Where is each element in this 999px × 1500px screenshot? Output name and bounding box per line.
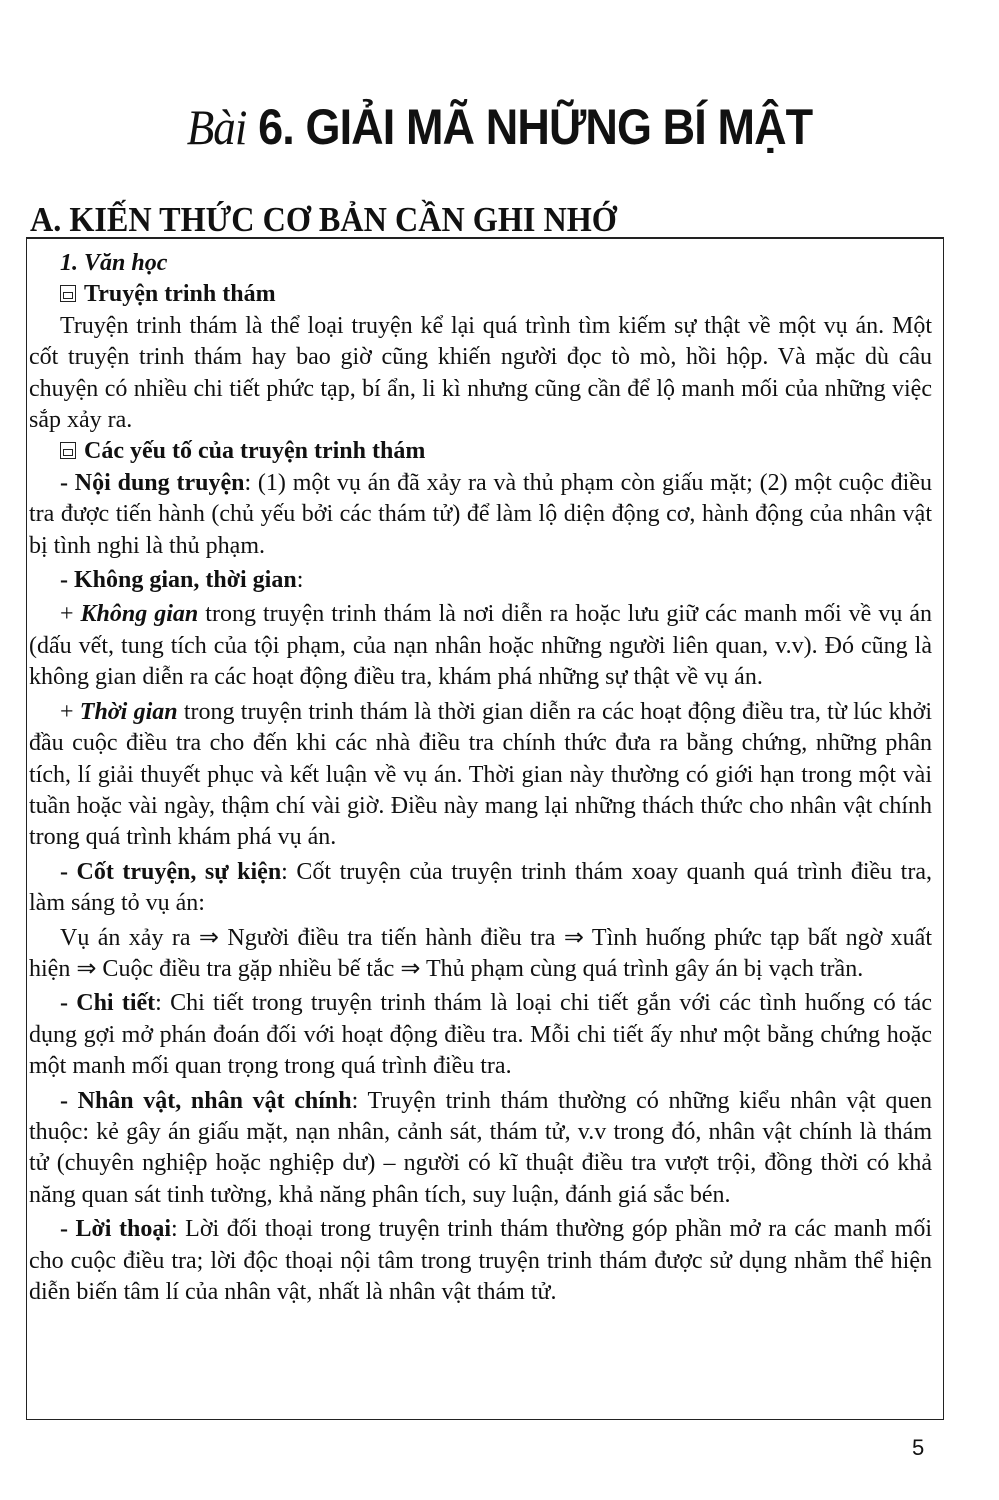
heading-truyen-trinh-tham bbox=[29, 279, 932, 310]
section-heading: A. KIẾN THỨC CƠ BẢN CẦN GHI NHỚ bbox=[30, 200, 617, 239]
paragraph-noi-dung bbox=[29, 468, 932, 562]
term: - Nhân vật, nhân vật chính bbox=[60, 1087, 352, 1114]
term: - Nội dung truyện bbox=[60, 469, 245, 496]
lesson-title bbox=[50, 98, 949, 156]
text: : Chi tiết trong truyện trinh thám là loại chi tiết gắn với các tình huống có tác dụng gợi mở phán đoán đối với hoạt động điều tra. Mỗi chi tiết ấy như một bằng chứng hoặc một manh mối quan trọng trong quá trình điều tra. bbox=[29, 990, 932, 1080]
term: - Cốt truyện, sự kiện bbox=[60, 858, 282, 885]
paragraph-khong-gian bbox=[29, 599, 932, 693]
term: - Không gian, thời gian bbox=[60, 567, 297, 594]
text: trong truyện trinh thám là nơi diễn ra hoặc lưu giữ các manh mối về vụ án (dấu vết, tung tích của tội phạm, của nạn nhân hoặc những người liên quan, v.v). Đó cũng là không gian diễn ra các hoạt động điều tra, khám phá những sự thật về vụ án. bbox=[29, 601, 932, 691]
bullet: + bbox=[60, 698, 80, 725]
lesson-prefix: Bài bbox=[186, 99, 247, 155]
paragraph-khong-gian-thoi-gian bbox=[29, 565, 932, 596]
text: : Cốt truyện của truyện trinh thám xoay quanh quá trình điều tra, làm sáng tỏ vụ án: bbox=[29, 858, 932, 917]
disk-icon bbox=[60, 442, 76, 459]
bullet: + bbox=[60, 601, 81, 628]
term: Thời gian bbox=[79, 698, 178, 725]
term: Không gian bbox=[80, 601, 199, 628]
heading-elements bbox=[29, 436, 932, 467]
paragraph-thoi-gian bbox=[29, 697, 932, 854]
text: : bbox=[296, 567, 304, 594]
subsection-heading: 1. Văn học bbox=[60, 250, 168, 276]
paragraph-cot-truyen bbox=[29, 857, 932, 920]
paragraph-nhan-vat bbox=[29, 1086, 932, 1212]
content bbox=[29, 248, 932, 1308]
text: : (1) một vụ án đã xảy ra và thủ phạm còn giấu mặt; (2) một cuộc điều tra được tiến hành (chủ yếu bởi các thám tử) để làm lộ diện động cơ, hành động của nhân vật bị tình nghi là thủ phạm. bbox=[29, 469, 932, 559]
page-number: 5 bbox=[912, 1435, 925, 1460]
term: - Lời thoại bbox=[60, 1216, 171, 1243]
lesson-title-text: 6. GIẢI MÃ NHỮNG BÍ MẬT bbox=[258, 99, 813, 155]
disk-icon bbox=[60, 285, 76, 302]
plot-flow: Vụ án xảy ra ⇒ Người điều tra tiến hành điều tra ⇒ Tình huống phức tạp bất ngờ xuất hiện ⇒ Cuộc điều tra gặp nhiều bế tắc ⇒ Thủ phạm cùng quá trình gây án bị vạch trần. bbox=[29, 924, 932, 982]
text: : Lời đối thoại trong truyện trinh thám thường góp phần mở ra các manh mối cho cuộc điều tra; lời độc thoại nội tâm trong truyện trinh thám được sử dụng nhằm thể hiện diễn biến tâm lí của nhân vật, nhất là nhân vật thám tử. bbox=[29, 1216, 932, 1305]
text: : Truyện trinh thám thường có những kiểu nhân vật quen thuộc: kẻ gây án giấu mặt, nạn nhân, cảnh sát, thám tử, v.v trong đó, nhân vật chính là thám tử (chuyên nghiệp hoặc nghiệp dư) – người có kĩ thuật điều tra vượt trội, đồng thời có khả năng quan sát tinh tường, khả năng phân tích, suy luận, đánh giá sắc bén. bbox=[29, 1087, 932, 1208]
heading-text: Các yếu tố của truyện trinh thám bbox=[84, 438, 426, 465]
text: trong truyện trinh thám là thời gian diễn ra các hoạt động điều tra, từ lúc khởi đầu cuộc điều tra cho đến khi các nhà điều tra chính thức đưa ra bằng chứng, những phân tích, lí giải thuyết phục và kết luận về vụ án. Thời gian này thường có giới hạn trong một vài tuần hoặc vài ngày, thậm chí vài giờ. Điều này mang lại những thách thức cho nhân vật chính trong quá trình khám phá vụ án. bbox=[29, 698, 933, 851]
heading-text: Truyện trinh thám bbox=[84, 281, 276, 308]
term: - Chi tiết bbox=[60, 990, 156, 1017]
paragraph-loi-thoai bbox=[29, 1214, 932, 1308]
paragraph-definition: Truyện trinh thám là thể loại truyện kể lại quá trình tìm kiếm sự thật về một vụ án. Một cốt truyện trinh thám hay bao giờ cũng khiến người đọc tò mò, hồi hộp. Và mặc dù câu chuyện có nhiều chi tiết phức tạp, bí ẩn, li kì nhưng cũng cần để lộ manh mối của những việc sắp xảy ra. bbox=[29, 312, 932, 434]
paragraph-chi-tiet bbox=[29, 988, 932, 1082]
